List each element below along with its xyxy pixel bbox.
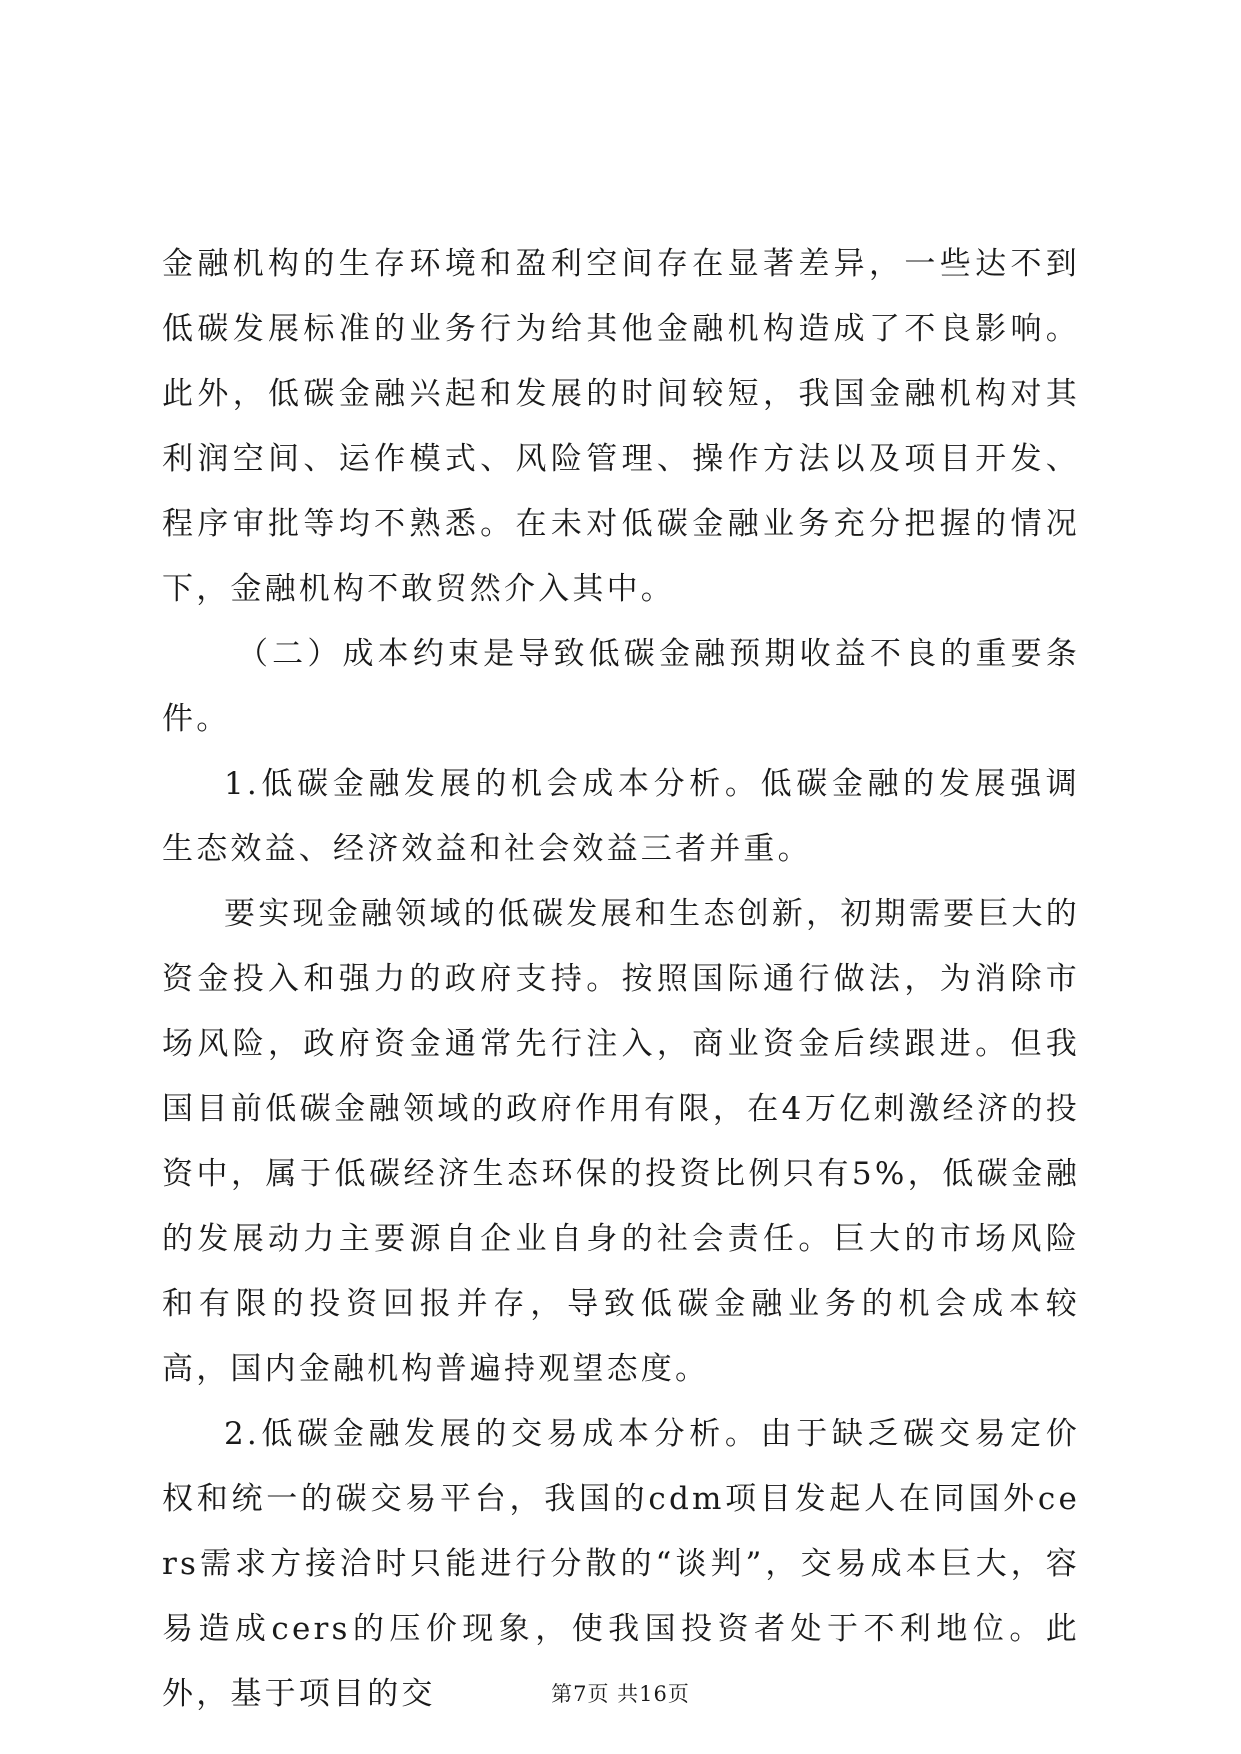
paragraph-opportunity-cost: 1.低碳金融发展的机会成本分析。低碳金融的发展强调生态效益、经济效益和社会效益三者并重。 (162, 766, 1080, 867)
paragraph-continuation: 金融机构的生存环境和盈利空间存在显著差异，一些达不到低碳发展标准的业务行为给其他金融机构造成了不良影响。此外，低碳金融兴起和发展的时间较短，我国金融机构对其利润空间、运作模式、风险管理、操作方法以及项目开发、程序审批等均不熟悉。在未对低碳金融业务充分把握的情况下，金融机构不敢贸然介入其中。 (162, 246, 1080, 607)
document-body (162, 232, 1080, 1727)
paragraph-government-role: 要实现金融领域的低碳发展和生态创新，初期需要巨大的资金投入和强力的政府支持。按照国际通行做法，为消除市场风险，政府资金通常先行注入，商业资金后续跟进。但我国目前低碳金融领域的政府作用有限，在4万亿刺激经济的投资中，属于低碳经济生态环保的投资比例只有5%，低碳金融的发展动力主要源自企业自身的社会责任。巨大的市场风险和有限的投资回报并存，导致低碳金融业务的机会成本较高，国内金融机构普遍持观望态度。 (162, 896, 1080, 1387)
section-heading: （二）成本约束是导致低碳金融预期收益不良的重要条件。 (162, 636, 1080, 737)
paragraph-transaction-cost: 2.低碳金融发展的交易成本分析。由于缺乏碳交易定价权和统一的碳交易平台，我国的cdm项目发起人在同国外cers需求方接洽时只能进行分散的“谈判”，交易成本巨大，容易造成cers的压价现象，使我国投资者处于不利地位。此外，基于项目的交 (162, 1416, 1080, 1712)
page-footer: 第7页 共16页 (551, 1682, 690, 1706)
